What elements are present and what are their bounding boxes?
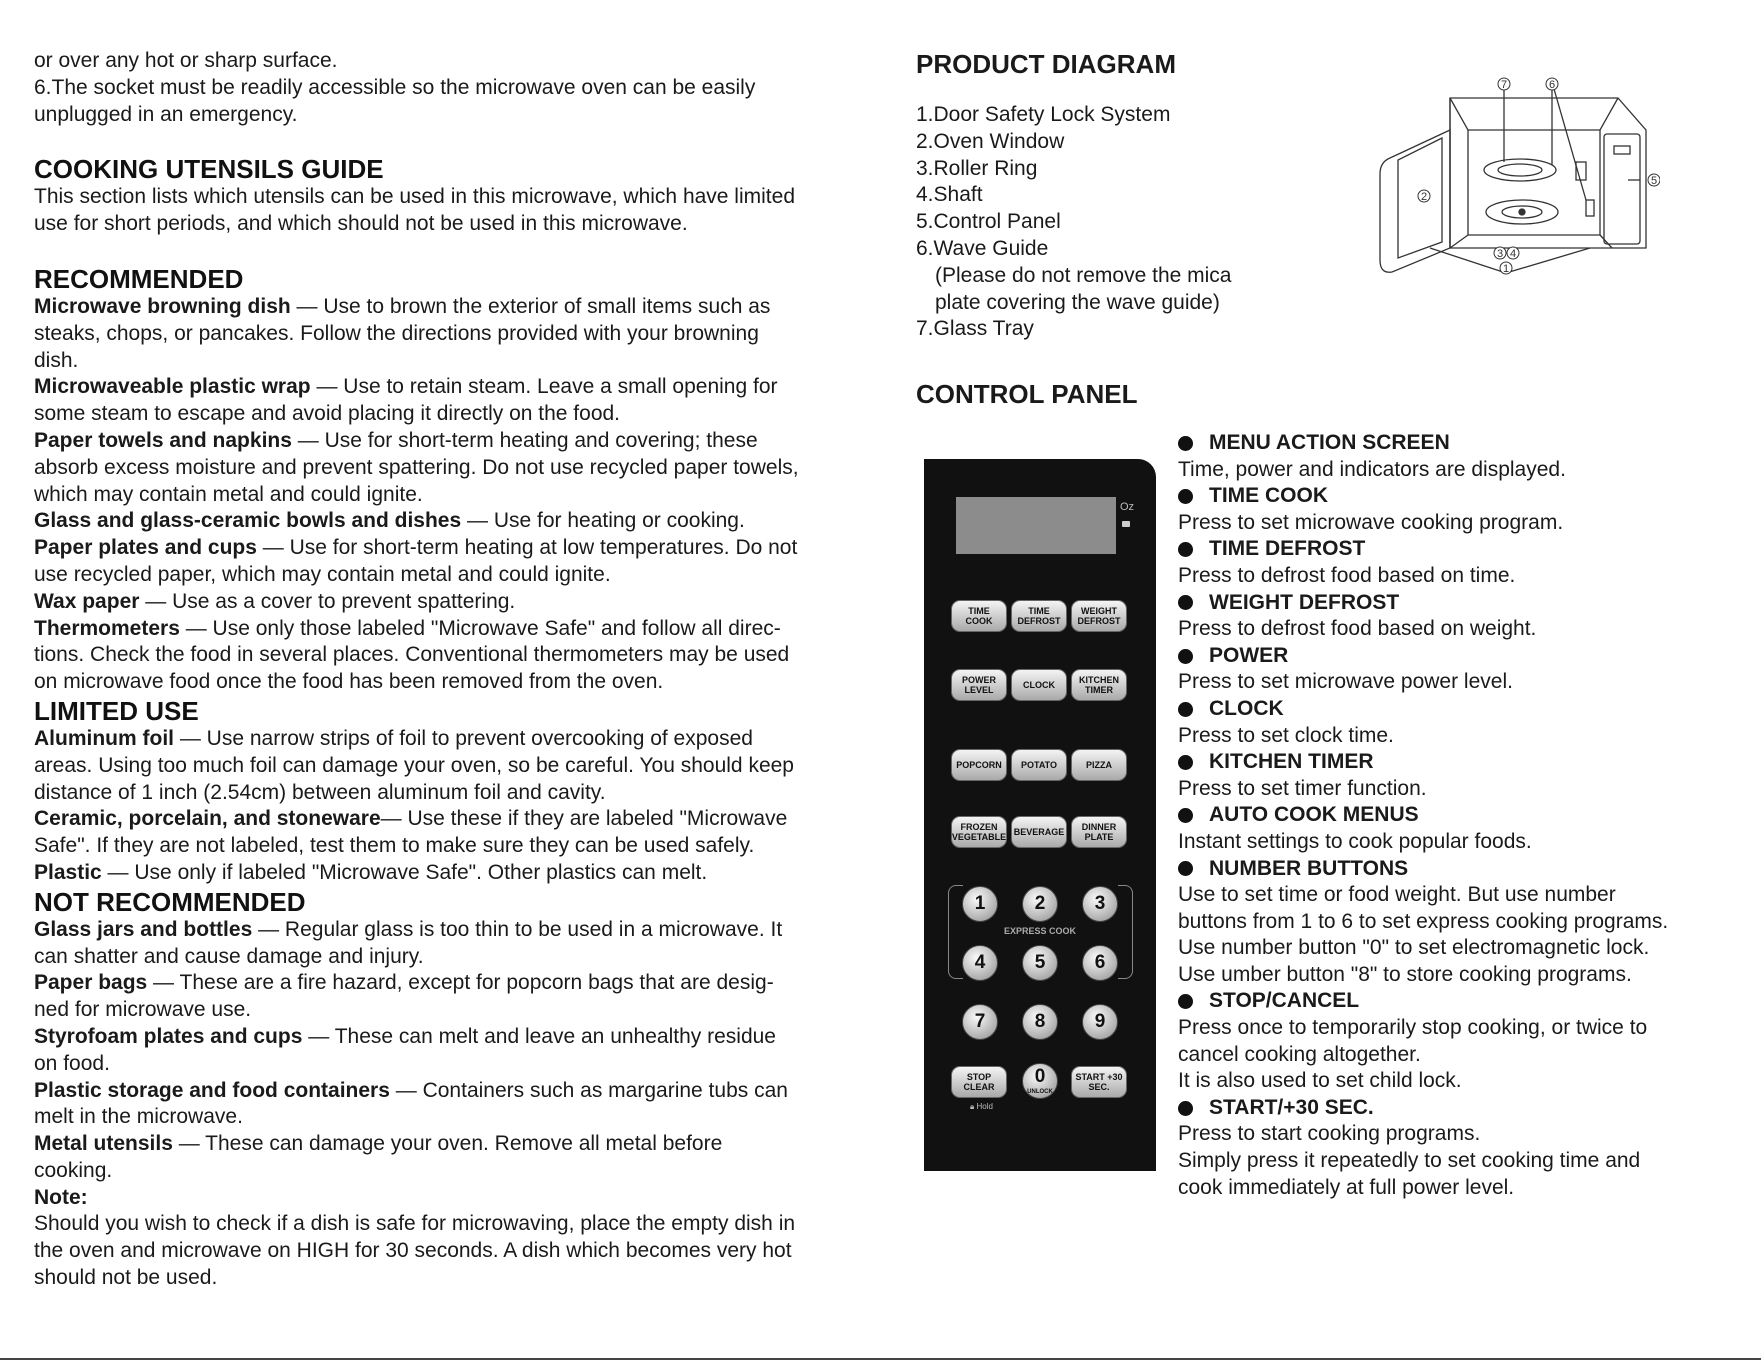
part-item: 2.Oven Window bbox=[916, 129, 1065, 153]
potato-button[interactable]: POTATO bbox=[1011, 749, 1067, 781]
entry-jars: Glass jars and bottles — Regular glass is too thin to be used in a microwave. It bbox=[34, 917, 783, 941]
pizza-button[interactable]: PIZZA bbox=[1071, 749, 1127, 781]
oz-indicator: Oz bbox=[1120, 501, 1135, 513]
bullet-icon bbox=[1178, 1101, 1193, 1116]
control-panel-image bbox=[924, 459, 1156, 1171]
feature-desc: Press to set clock time. bbox=[1178, 723, 1394, 747]
entry-plates: Paper plates and cups — Use for short-term heating at low temperatures. Do not bbox=[34, 536, 798, 560]
feature-desc: Press to defrost food based on time. bbox=[1178, 563, 1516, 587]
entry-continued: ned for microwave use. bbox=[34, 998, 252, 1022]
entry-continued: distance of 1 inch (2.54cm) between aluminum foil and cavity. bbox=[34, 780, 606, 804]
entry-browning: Microwave browning dish — Use to brown the exterior of small items such as bbox=[34, 294, 771, 318]
entry-continued: which may contain metal and could ignite. bbox=[34, 482, 423, 506]
feature-desc: Instant settings to cook popular foods. bbox=[1178, 829, 1532, 853]
feature-desc: It is also used to set child lock. bbox=[1178, 1069, 1462, 1093]
callout-2: 2 bbox=[1420, 191, 1428, 203]
part-note: (Please do not remove the mica bbox=[935, 263, 1232, 287]
number-5-button[interactable]: 5 bbox=[1022, 945, 1058, 981]
feature-title: KITCHEN TIMER bbox=[1178, 749, 1718, 776]
feature-desc: Press to defrost food based on weight. bbox=[1178, 617, 1537, 641]
utensils-text: This section lists which utensils can be used in this microwave, which have limited bbox=[34, 185, 795, 209]
entry-glass: Glass and glass-ceramic bowls and dishes — Use for heating or cooking. bbox=[34, 509, 745, 533]
entry-continued: cooking. bbox=[34, 1158, 113, 1182]
bullet-icon bbox=[1178, 489, 1193, 504]
entry-wax: Wax paper — Use as a cover to prevent spattering. bbox=[34, 589, 516, 613]
intro-line: 6.The socket must be readily accessible so the microwave oven can be easily bbox=[34, 75, 756, 99]
number-2-button[interactable]: 2 bbox=[1022, 886, 1058, 922]
unlock-label: UNLOCK bbox=[1027, 1089, 1053, 1095]
feature-title: TIME COOK bbox=[1178, 483, 1718, 510]
express-bracket-left bbox=[948, 885, 963, 979]
feature-desc: Simply press it repeatedly to set cooking time and bbox=[1178, 1149, 1641, 1173]
feature-desc: cancel cooking altogether. bbox=[1178, 1042, 1421, 1066]
weight-defrost-button[interactable]: WEIGHT DEFROST bbox=[1071, 600, 1127, 632]
entry-continued: steaks, chops, or pancakes. Follow the directions provided with your browning bbox=[34, 321, 759, 345]
callout-3: 3 bbox=[1496, 248, 1504, 260]
entry-continued: tions. Check the food in several places. Conventional thermometers may be used bbox=[34, 643, 790, 667]
feature-desc: Press to set microwave cooking program. bbox=[1178, 510, 1564, 534]
power-level-button[interactable]: POWER LEVEL bbox=[951, 669, 1007, 701]
menu-action-screen bbox=[956, 497, 1116, 554]
hold-label: 🔒︎ Hold bbox=[970, 1102, 993, 1111]
part-item: 4.Shaft bbox=[916, 183, 983, 207]
feature-title: POWER bbox=[1178, 643, 1718, 670]
bullet-icon bbox=[1178, 542, 1193, 557]
feature-desc: Press to set timer function. bbox=[1178, 776, 1427, 800]
feature-title: WEIGHT DEFROST bbox=[1178, 590, 1718, 617]
entry-metal: Metal utensils — These can damage your oven. Remove all metal before bbox=[34, 1132, 723, 1156]
control-panel-heading: CONTROL PANEL bbox=[916, 379, 1138, 409]
feature-title: START/+30 SEC. bbox=[1178, 1095, 1718, 1122]
number-7-button[interactable]: 7 bbox=[962, 1004, 998, 1040]
cup-indicator-icon bbox=[1122, 521, 1130, 527]
utensils-text: use for short periods, and which should not be used in this microwave. bbox=[34, 212, 688, 236]
callout-7: 7 bbox=[1500, 79, 1508, 91]
bullet-icon bbox=[1178, 702, 1193, 717]
part-item: 5.Control Panel bbox=[916, 210, 1061, 234]
page-bottom-rule bbox=[0, 1358, 1761, 1360]
entry-ceramic: Ceramic, porcelain, and stoneware— Use these if they are labeled "Microwave bbox=[34, 807, 788, 831]
callout-5: 5 bbox=[1650, 175, 1658, 187]
part-item: 3.Roller Ring bbox=[916, 156, 1038, 180]
entry-continued: use recycled paper, which may contain metal and could ignite. bbox=[34, 562, 611, 586]
feature-desc: Press once to temporarily stop cooking, or twice to bbox=[1178, 1016, 1648, 1040]
feature-title: CLOCK bbox=[1178, 696, 1718, 723]
entry-continued: can shatter and cause damage and injury. bbox=[34, 944, 424, 968]
entry-foil: Aluminum foil — Use narrow strips of foil to prevent overcooking of exposed bbox=[34, 726, 753, 750]
microwave-diagram bbox=[1350, 70, 1660, 300]
entry-continued: areas. Using too much foil can damage your oven, so be careful. You should keep bbox=[34, 753, 794, 777]
entry-continued: absorb excess moisture and prevent spattering. Do not use recycled paper towels, bbox=[34, 455, 799, 479]
note-line: should not be used. bbox=[34, 1266, 218, 1290]
feature-title: AUTO COOK MENUS bbox=[1178, 802, 1718, 829]
entry-plastic: Plastic — Use only if labeled "Microwave Safe". Other plastics can melt. bbox=[34, 860, 708, 884]
start-30sec-button[interactable]: START +30 SEC. bbox=[1071, 1066, 1127, 1098]
entry-continued: dish. bbox=[34, 348, 79, 372]
callout-6: 6 bbox=[1548, 79, 1556, 91]
dinner-plate-button[interactable]: DINNER PLATE bbox=[1071, 816, 1127, 848]
part-item: 6.Wave Guide bbox=[916, 236, 1049, 260]
number-0-unlock-button[interactable] bbox=[1022, 1063, 1058, 1099]
part-item: 1.Door Safety Lock System bbox=[916, 103, 1171, 126]
limited-heading: LIMITED USE bbox=[34, 695, 199, 726]
feature-desc: Use umber button "8" to store cooking programs. bbox=[1178, 962, 1632, 986]
callout-1: 1 bbox=[1502, 263, 1510, 275]
product-diagram-heading: PRODUCT DIAGRAM bbox=[916, 49, 1176, 79]
time-defrost-button[interactable]: TIME DEFROST bbox=[1011, 600, 1067, 632]
number-3-button[interactable]: 3 bbox=[1082, 886, 1118, 922]
recommended-heading: RECOMMENDED bbox=[34, 263, 244, 294]
beverage-button[interactable]: BEVERAGE bbox=[1011, 816, 1067, 848]
bullet-icon bbox=[1178, 595, 1193, 610]
note-line: the oven and microwave on HIGH for 30 seconds. A dish which becomes very hot bbox=[34, 1239, 792, 1263]
number-6-button[interactable]: 6 bbox=[1082, 945, 1118, 981]
entry-styro: Styrofoam plates and cups — These can melt and leave an unhealthy residue bbox=[34, 1024, 776, 1048]
feature-desc: Press to set microwave power level. bbox=[1178, 670, 1513, 694]
callout-4: 4 bbox=[1509, 248, 1517, 260]
entry-towels: Paper towels and napkins — Use for short-term heating and covering; these bbox=[34, 428, 758, 452]
bullet-icon bbox=[1178, 861, 1193, 876]
feature-desc: buttons from 1 to 6 to set express cooking programs. bbox=[1178, 909, 1669, 933]
entry-continued: on food. bbox=[34, 1051, 110, 1075]
entry-continued: Safe". If they are not labeled, test them to make sure they can be used safely. bbox=[34, 834, 755, 858]
popcorn-button[interactable]: POPCORN bbox=[951, 749, 1007, 781]
bullet-icon bbox=[1178, 994, 1193, 1009]
product-diagram-section bbox=[916, 48, 1276, 343]
left-column bbox=[34, 48, 854, 1292]
feature-title: MENU ACTION SCREEN bbox=[1178, 430, 1718, 457]
number-9-button[interactable]: 9 bbox=[1082, 1004, 1118, 1040]
not-recommended-heading: NOT RECOMMENDED bbox=[34, 886, 306, 917]
feature-title: NUMBER BUTTONS bbox=[1178, 856, 1718, 883]
control-panel-features bbox=[1178, 430, 1718, 1201]
express-bracket-right bbox=[1118, 885, 1133, 979]
feature-desc: Use number button "0" to set electromagnetic lock. bbox=[1178, 936, 1650, 960]
feature-desc: Press to start cooking programs. bbox=[1178, 1122, 1481, 1146]
intro-line: or over any hot or sharp surface. bbox=[34, 49, 338, 72]
part-item: 7.Glass Tray bbox=[916, 317, 1034, 341]
entry-continued: some steam to escape and avoid placing it directly on the food. bbox=[34, 402, 621, 426]
entry-continued: on microwave food once the food has been removed from the oven. bbox=[34, 670, 664, 694]
bullet-icon bbox=[1178, 649, 1193, 664]
bullet-icon bbox=[1178, 436, 1193, 451]
entry-wrap: Microwaveable plastic wrap — Use to retain steam. Leave a small opening for bbox=[34, 375, 778, 399]
number-8-button[interactable]: 8 bbox=[1022, 1004, 1058, 1040]
bullet-icon bbox=[1178, 755, 1193, 770]
stop-clear-button[interactable]: STOP CLEAR bbox=[951, 1066, 1007, 1098]
entry-continued: melt in the microwave. bbox=[34, 1105, 243, 1129]
note-label: Note: bbox=[34, 1185, 88, 1209]
feature-title: TIME DEFROST bbox=[1178, 536, 1718, 563]
kitchen-timer-button[interactable]: KITCHEN TIMER bbox=[1071, 669, 1127, 701]
note-line: Should you wish to check if a dish is safe for microwaving, place the empty dish in bbox=[34, 1212, 796, 1236]
entry-storage: Plastic storage and food containers — Containers such as margarine tubs can bbox=[34, 1078, 788, 1102]
number-1-button[interactable]: 1 bbox=[962, 886, 998, 922]
number-0-label: 0 bbox=[1034, 1066, 1046, 1087]
intro-line: unplugged in an emergency. bbox=[34, 102, 298, 126]
feature-desc: Time, power and indicators are displayed. bbox=[1178, 457, 1566, 481]
frozen-vegetable-button[interactable]: FROZEN VEGETABLE bbox=[951, 816, 1007, 848]
feature-title: STOP/CANCEL bbox=[1178, 988, 1718, 1015]
clock-button[interactable]: CLOCK bbox=[1011, 669, 1067, 701]
entry-bags: Paper bags — These are a fire hazard, except for popcorn bags that are desig- bbox=[34, 971, 774, 995]
time-cook-button[interactable]: TIME COOK bbox=[951, 600, 1007, 632]
part-note: plate covering the wave guide) bbox=[935, 290, 1220, 314]
number-4-button[interactable]: 4 bbox=[962, 945, 998, 981]
bullet-icon bbox=[1178, 808, 1193, 823]
utensils-heading: COOKING UTENSILS GUIDE bbox=[34, 154, 384, 185]
feature-desc: cook immediately at full power level. bbox=[1178, 1175, 1515, 1199]
express-cook-label: EXPRESS COOK bbox=[1004, 926, 1077, 936]
entry-thermo: Thermometers — Use only those labeled "Microwave Safe" and follow all direc- bbox=[34, 616, 781, 640]
feature-desc: Use to set time or food weight. But use number bbox=[1178, 883, 1616, 907]
